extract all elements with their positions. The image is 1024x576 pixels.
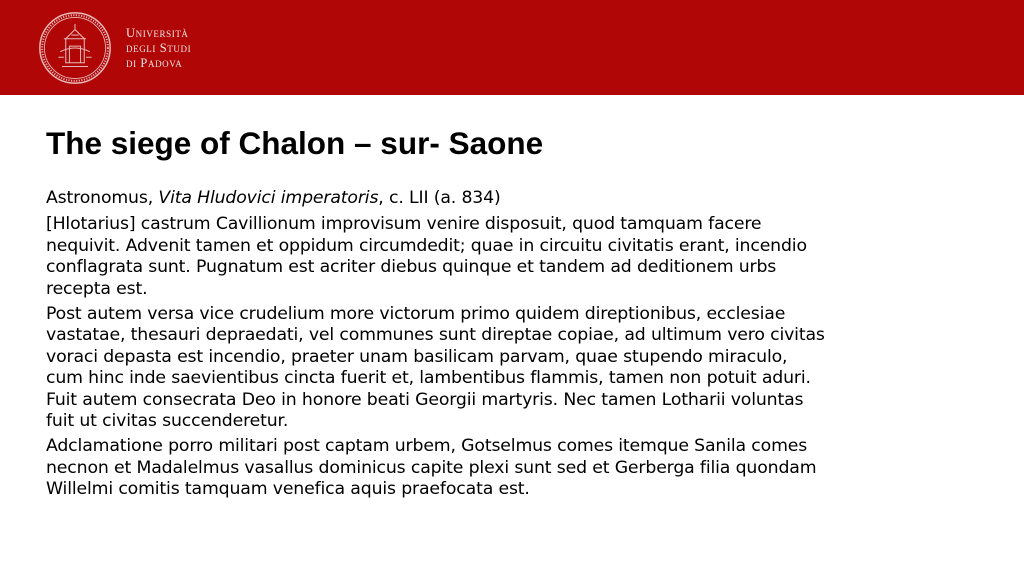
paragraph-3 <box>46 436 1006 500</box>
slide-body <box>46 188 1006 505</box>
paragraph-line: recepta est. <box>46 278 148 299</box>
paragraph-line: [Hlotarius] castrum Cavillionum improvisum venire disposuit, quod tamquam facere <box>46 214 762 235</box>
paragraph-2 <box>46 304 1006 432</box>
citation-work: Vita Hludovici imperatoris <box>158 188 379 208</box>
paragraph-line: Post autem versa vice crudelium more victorum primo quidem direptionibus, ecclesiae <box>46 304 786 325</box>
slide-title: The siege of Chalon – sur- Saone <box>46 125 544 161</box>
university-name-line-1: Università <box>126 26 189 40</box>
paragraph-1 <box>46 214 1006 300</box>
paragraph-line: Fuit autem consecrata Deo in honore beati Georgii martyris. Nec tamen Lotharii voluntas <box>46 389 804 410</box>
paragraph-line: vastatae, thesauri depraedati, vel communes sunt direptae copiae, ad ultimum vero civitas <box>46 325 825 346</box>
source-citation <box>46 188 1006 209</box>
header-bar <box>0 0 1024 95</box>
paragraph-line: nequivit. Advenit tamen et oppidum circumdedit; quae in circuitu civitatis erant, incendio <box>46 235 807 256</box>
university-seal-icon <box>38 11 112 85</box>
paragraph-line: voraci depasta est incendio, praeter unam basilicam parvam, quae stupendo miraculo, <box>46 346 788 367</box>
university-name-line-2: degli Studi <box>126 41 192 55</box>
university-name-line-3: di Padova <box>126 56 183 70</box>
paragraph-line: cum hinc inde saevientibus cincta fuerit et, lambentibus flammis, tamen non potuit aduri. <box>46 368 811 389</box>
paragraph-line: Willelmi comitis tamquam venefica aquis praefocata est. <box>46 479 530 500</box>
paragraph-line: Adclamatione porro militari post captam urbem, Gotselmus comes itemque Sanila comes <box>46 436 808 457</box>
university-name <box>126 26 191 71</box>
citation-author: Astronomus, <box>46 188 159 208</box>
paragraph-line: conflagrata sunt. Pugnatum est acriter diebus quinque et tandem ad deditionem urbs <box>46 257 777 278</box>
paragraph-line: fuit ut civitas succenderetur. <box>46 411 289 432</box>
citation-reference: , c. LII (a. 834) <box>378 188 501 208</box>
paragraph-line: necnon et Madalelmus vasallus dominicus capite plexi sunt sed et Gerberga filia quondam <box>46 457 817 478</box>
